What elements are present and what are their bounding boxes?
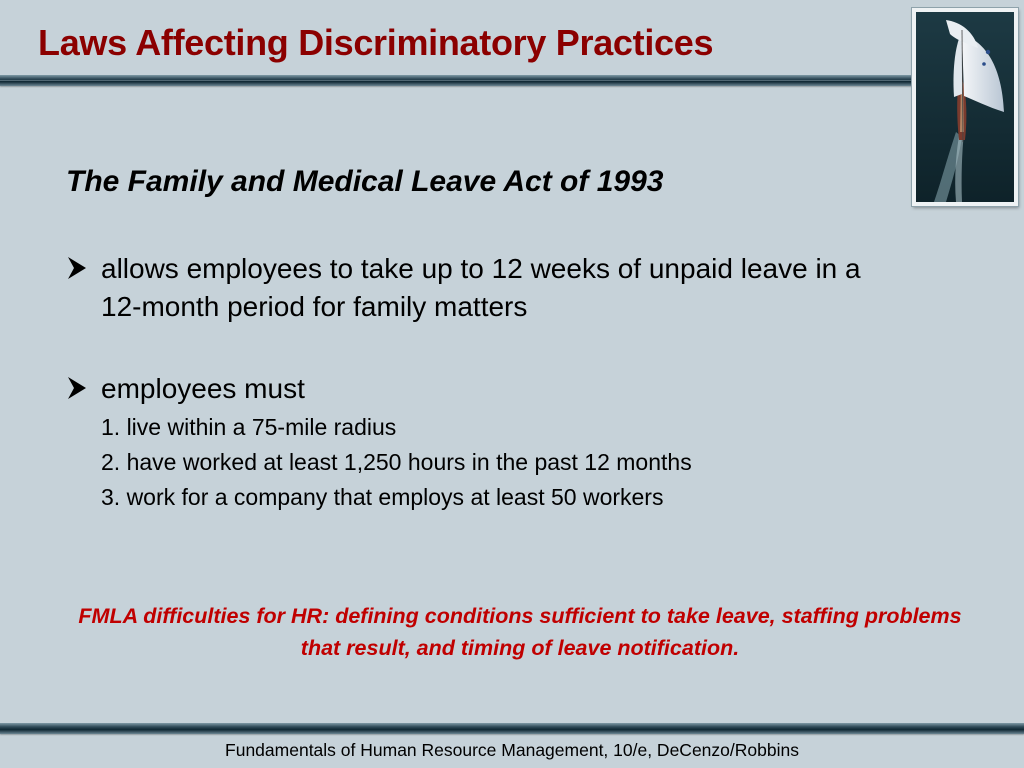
sailboat-photo xyxy=(912,8,1018,206)
arrowhead-bullet-icon xyxy=(66,375,88,401)
list-item: 3. work for a company that employs at least 50 workers xyxy=(101,484,664,510)
requirements-list xyxy=(101,410,886,515)
bullet-text: employees must xyxy=(101,373,305,404)
bullet-text: allows employees to take up to 12 weeks of unpaid leave in a 12-month period for family matters xyxy=(101,253,861,322)
footer-divider xyxy=(0,723,1024,734)
bullet-item xyxy=(66,250,886,326)
arrowhead-bullet-icon xyxy=(66,255,88,281)
fmla-difficulties-note: FMLA difficulties for HR: defining conditions sufficient to take leave, staffing problems that result, and timing of leave notification. xyxy=(78,604,962,660)
bullet-item xyxy=(66,370,886,515)
sailboat-icon xyxy=(916,12,1014,202)
footer-citation: Fundamentals of Human Resource Management, 10/e, DeCenzo/Robbins xyxy=(225,740,799,760)
list-item: 2. have worked at least 1,250 hours in the past 12 months xyxy=(101,449,692,475)
act-subtitle: The Family and Medical Leave Act of 1993 xyxy=(66,165,664,198)
title-divider xyxy=(0,75,912,86)
list-item: 1. live within a 75-mile radius xyxy=(101,414,397,440)
slide-title: Laws Affecting Discriminatory Practices xyxy=(38,22,714,63)
